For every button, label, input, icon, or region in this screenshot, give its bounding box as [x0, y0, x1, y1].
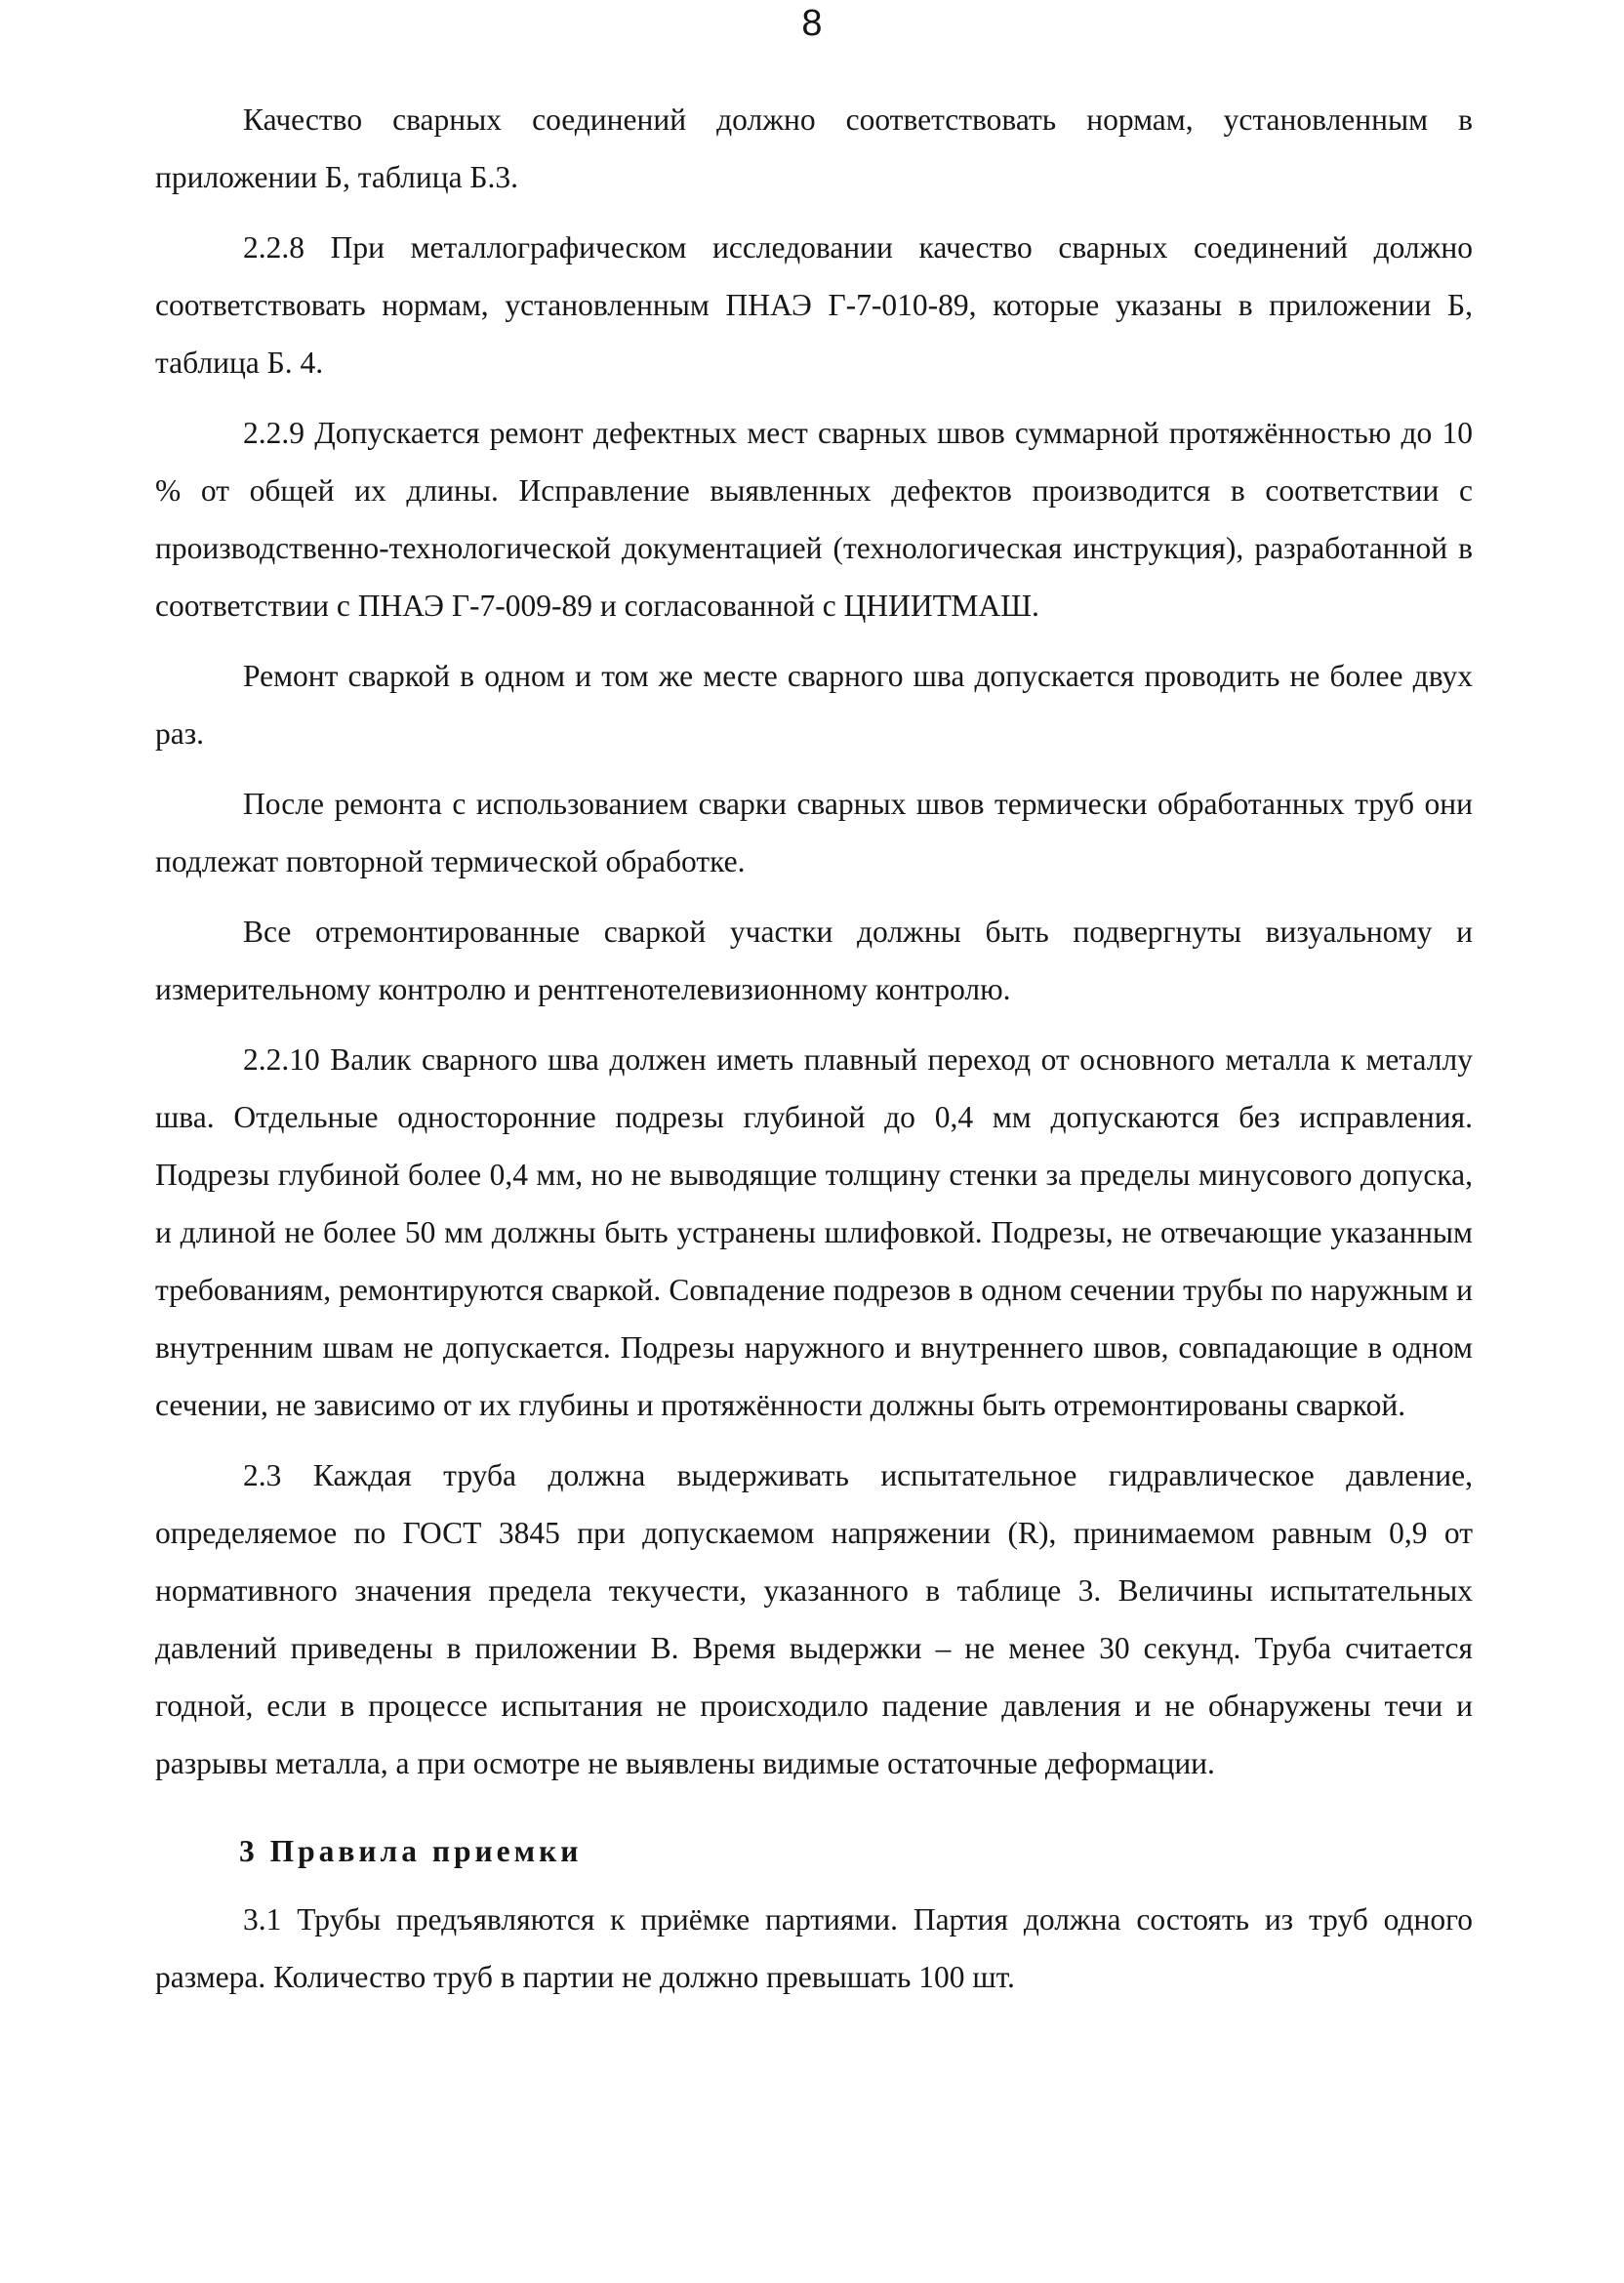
paragraph-3-1: 3.1 Трубы предъявляются к приёмке партиями. Партия должна состоять из труб одного размера. Количество труб в партии не должно превышать 100 шт.	[155, 1902, 1473, 1994]
page-number: 8	[801, 3, 823, 44]
paragraph-repair-limit: Ремонт сваркой в одном и том же месте сварного шва допускается проводить не более двух раз.	[155, 659, 1473, 751]
paragraph-2-3: 2.3 Каждая труба должна выдерживать испытательное гидравлическое давление, определяемое по ГОСТ 3845 при допускаемом напряжении (R), принимаемом равным 0,9 от нормативного значения предела текучести, указанного в таблице 3. Величины испытательных давлений приведены в приложении В. Время выдержки – не менее 30 секунд. Труба считается годной, если в процессе испытания не происходило падение давления и не обнаружены течи и разрывы металла, а при осмотре не выявлены видимые остаточные деформации.	[155, 1458, 1473, 1780]
paragraph-weld-quality: Качество сварных соединений должно соответствовать нормам, установленным в приложении Б, таблица Б.3.	[155, 102, 1473, 194]
document-body	[155, 91, 1473, 2006]
paragraph-2-2-10: 2.2.10 Валик сварного шва должен иметь плавный переход от основного металла к металлу шва. Отдельные односторонние подрезы глубиной до 0,4 мм допускаются без исправления. Подрезы глубиной более 0,4 мм, но не выводящие толщину стенки за пределы минусового допуска, и длиной не более 50 мм должны быть устранены шлифовкой. Подрезы, не отвечающие указанным требованиям, ремонтируются сваркой. Совпадение подрезов в одном сечении трубы по наружным и внутренним швам не допускается. Подрезы наружного и внутреннего швов, совпадающие в одном сечении, не зависимо от их глубины и протяжённости должны быть отремонтированы сваркой.	[155, 1042, 1473, 1422]
paragraph-2-2-8: 2.2.8 При металлографическом исследовании качество сварных соединений должно соответствовать нормам, установленным ПНАЭ Г-7-010-89, которые указаны в приложении Б, таблица Б. 4.	[155, 230, 1473, 380]
paragraph-inspection: Все отремонтированные сваркой участки должны быть подвергнуты визуальному и измерительному контролю и рентгенотелевизионному контролю.	[155, 915, 1473, 1006]
section-heading-acceptance-rules: 3 Правила приемки	[239, 1834, 583, 1868]
paragraph-2-2-9: 2.2.9 Допускается ремонт дефектных мест сварных швов суммарной протяжённостью до 10 % от общей их длины. Исправление выявленных дефектов производится в соответствии с производственно-технологической документацией (технологическая инструкция), разработанной в соответствии с ПНАЭ Г-7-009-89 и согласованной с ЦНИИТМАШ.	[155, 416, 1473, 623]
paragraph-heat-treatment: После ремонта с использованием сварки сварных швов термически обработанных труб они подлежат повторной термической обработке.	[155, 787, 1473, 878]
